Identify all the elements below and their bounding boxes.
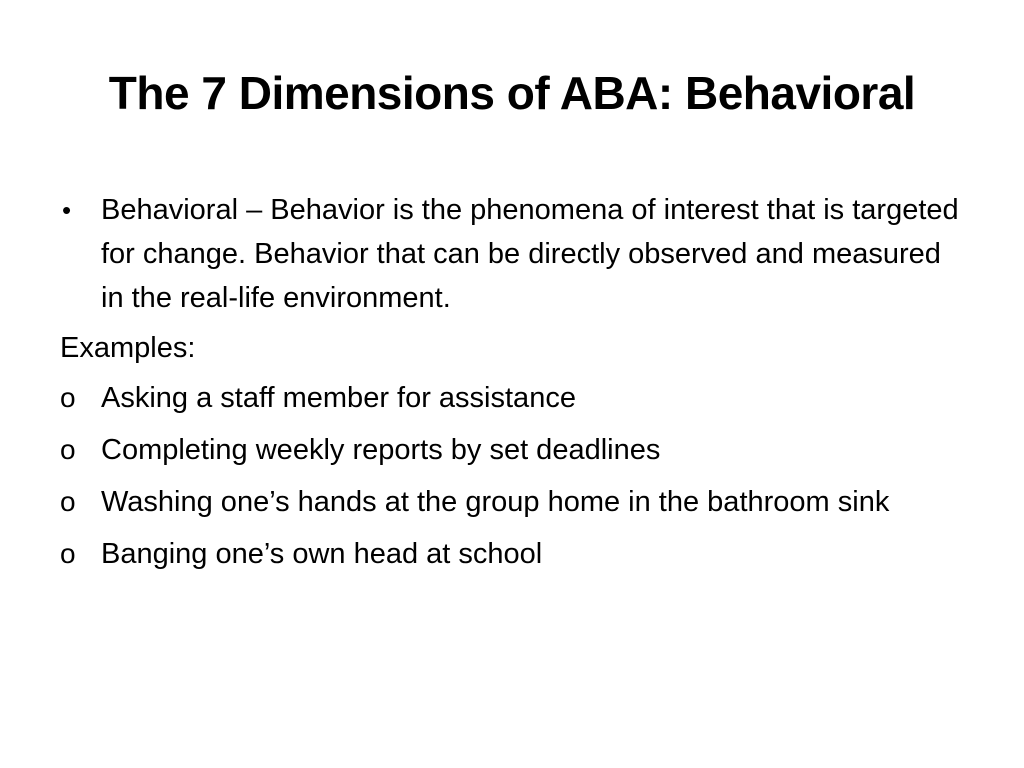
examples-heading: Examples: [60, 332, 196, 364]
circle-bullet-icon: o [60, 434, 76, 465]
circle-bullet-icon: o [60, 538, 76, 569]
slide-body [60, 188, 970, 576]
main-bullet [60, 188, 970, 320]
example-item [60, 532, 970, 576]
slide-title: The 7 Dimensions of ABA: Behavioral [108, 67, 916, 119]
main-bullet-text: Behavioral – Behavior is the phenomena of interest that is targeted for change. Behavior that can be directly observed and measured in the real-life environment. [101, 194, 959, 314]
example-item-text: Washing one’s hands at the group home in the bathroom sink [101, 486, 890, 518]
example-item-text: Asking a staff member for assistance [101, 382, 576, 414]
circle-bullet-icon: o [60, 486, 76, 517]
example-item [60, 376, 970, 420]
example-item [60, 428, 970, 472]
circle-bullet-icon: o [60, 382, 76, 413]
example-item-text: Completing weekly reports by set deadlines [101, 434, 661, 466]
bullet-marker: • [62, 195, 72, 225]
example-item-text: Banging one’s own head at school [101, 538, 543, 570]
example-item [60, 480, 970, 524]
